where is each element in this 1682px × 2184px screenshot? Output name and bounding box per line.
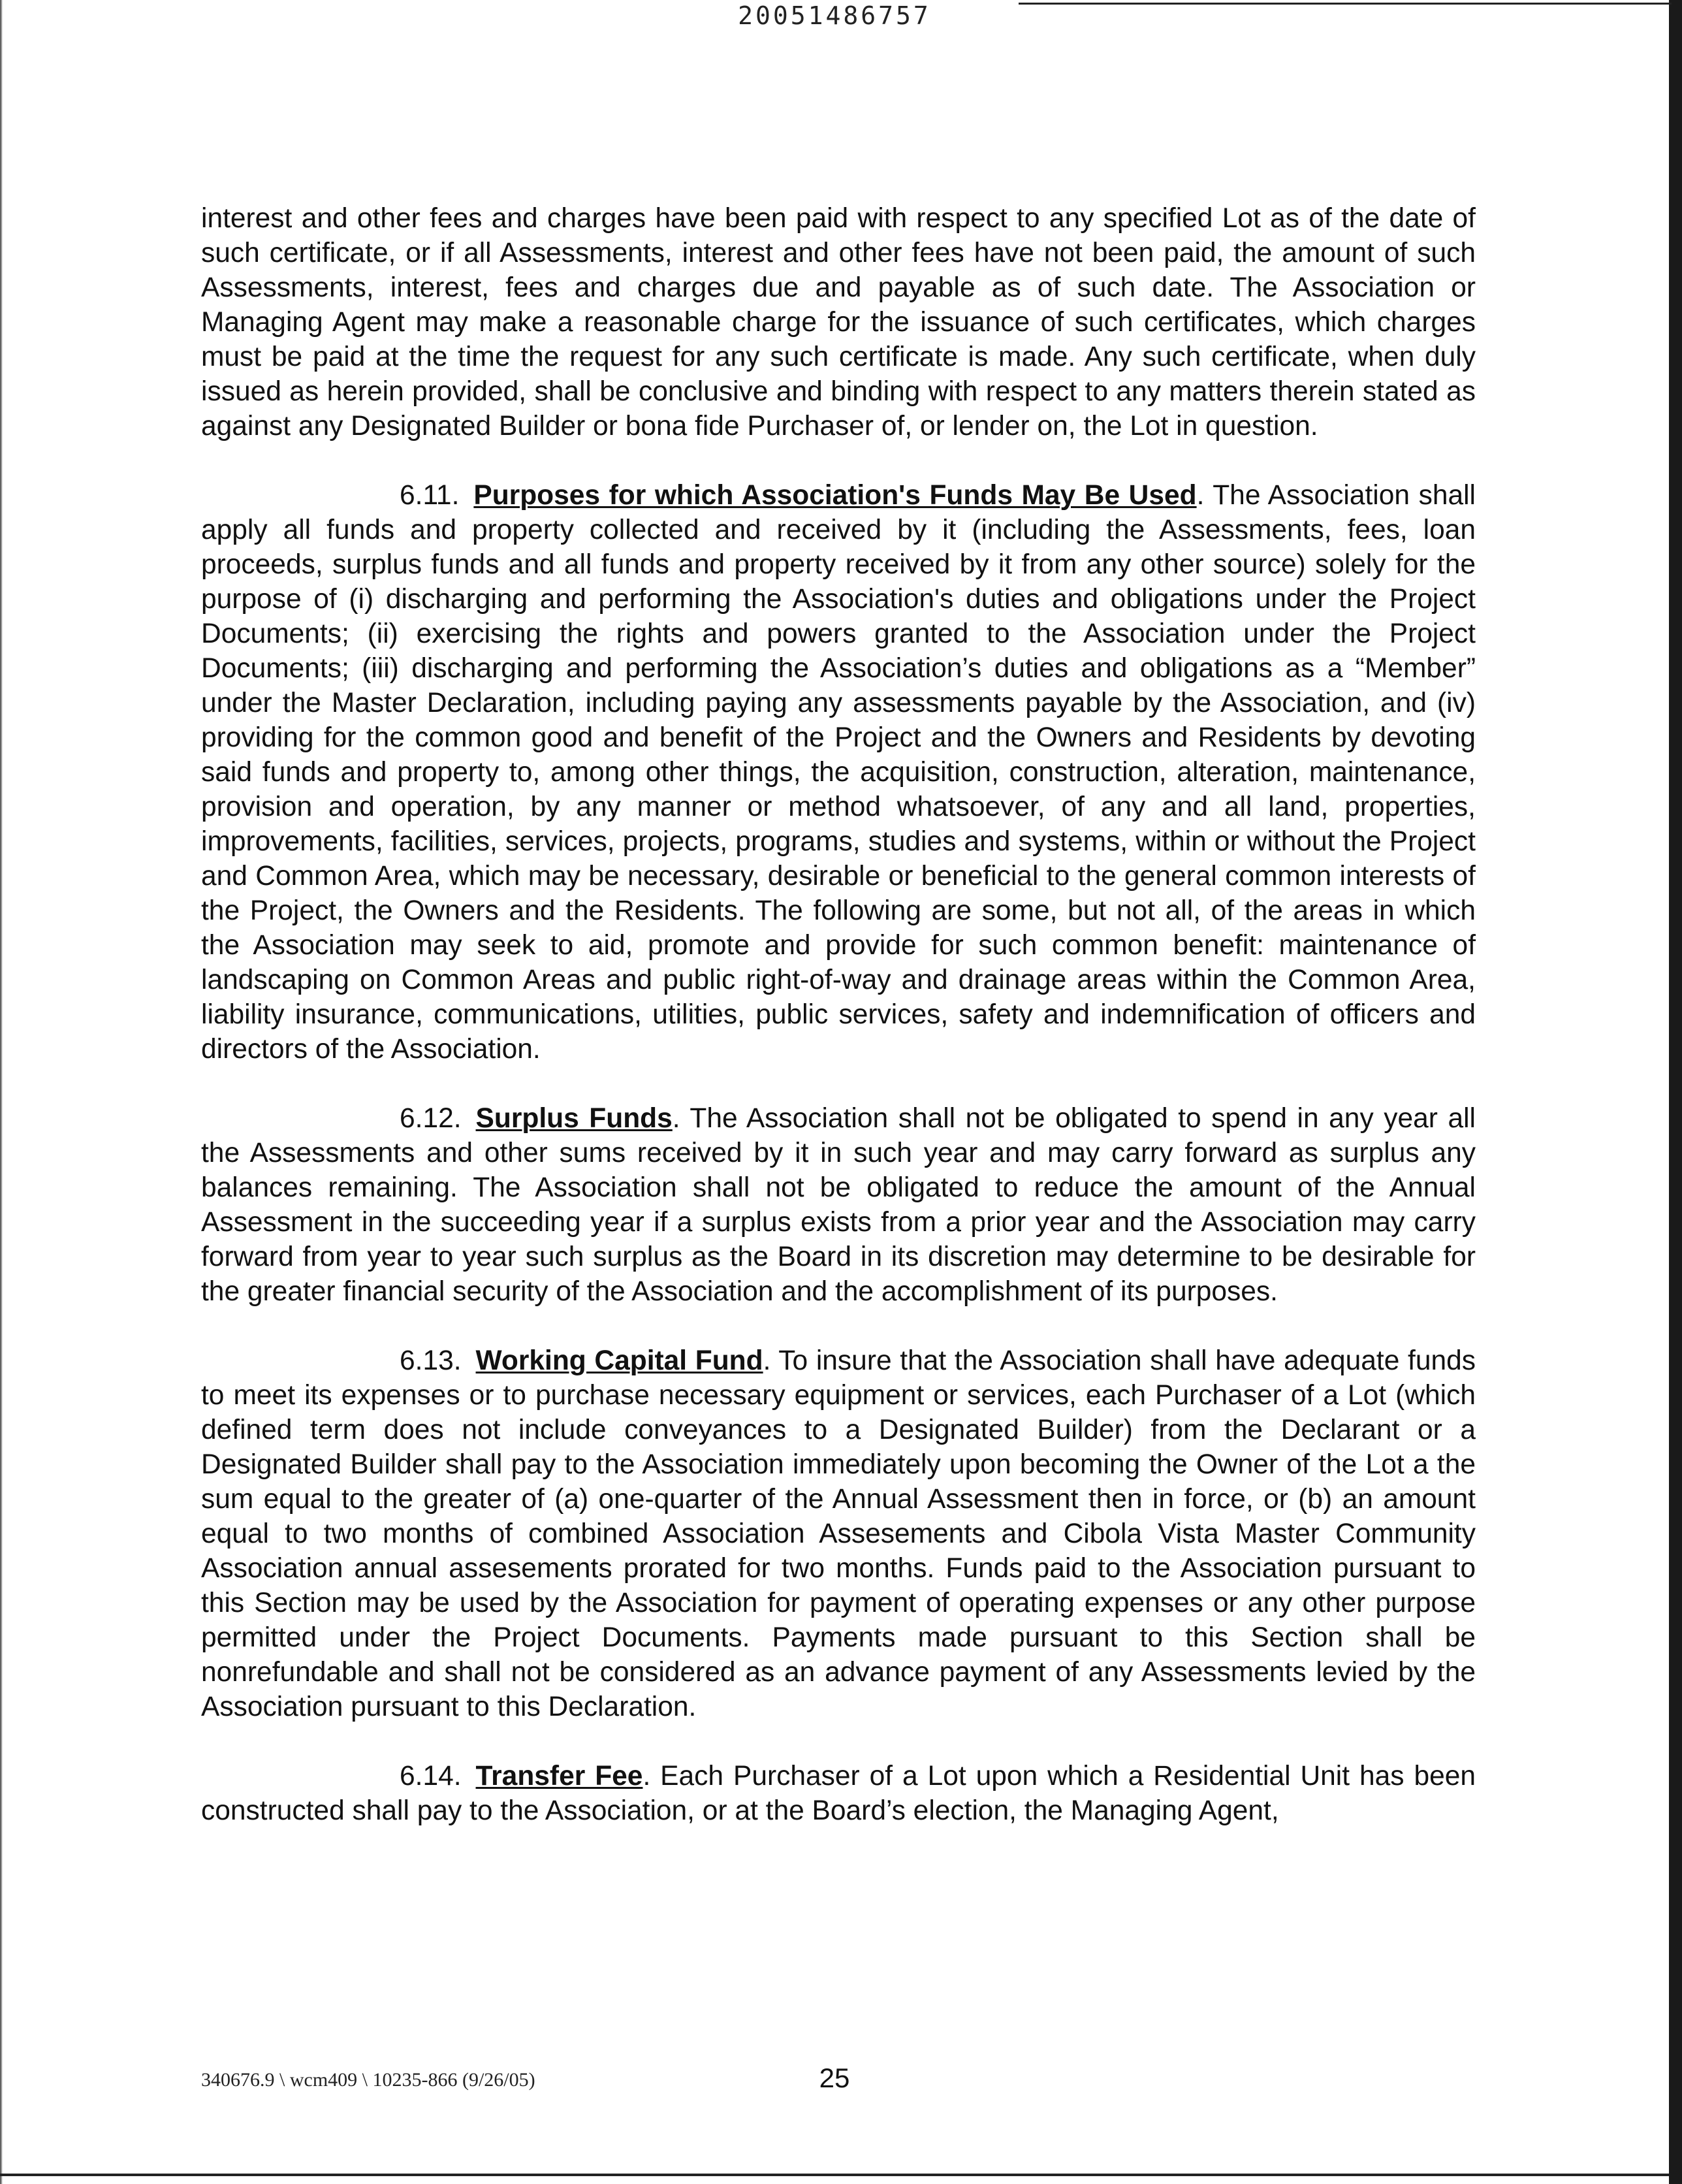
scan-edge-right — [1669, 0, 1682, 2184]
document-number: 20051486757 — [738, 1, 931, 30]
section-number: 6.11. — [400, 480, 460, 511]
section-heading: Surplus Funds — [475, 1103, 673, 1134]
section-6-14 — [201, 1759, 1476, 1828]
section-text: . The Association shall apply all funds and property collected and received by it (including the Assessments, fees, loan proceeds, surplus funds and all funds and property received by it from any other source) solely for the purpose of (i) discharging and performing the Association's duties and obligations under the Project Documents; (ii) exercising the rights and powers granted to the Association under the Project Documents; (iii) discharging and performing the Association’s duties and obligations as a “Member” under the Master Declaration, including paying any assessments payable by the Association, and (iv) providing for the common good and benefit of the Project and the Owners and Residents by devoting said funds and property to, among other things, the acquisition, construction, alteration, maintenance, provision and operation, by any manner or method whatsoever, of any and all land, properties, improvements, facilities, services, projects, programs, studies and systems, within or without the Project and Common Area, which may be necessary, desirable or beneficial to the general common interests of the Project, the Owners and the Residents. The following are some, but not all, of the areas in which the Association may seek to aid, promote and provide for such common benefit: maintenance of landscaping on Common Areas and public right-of-way and drainage areas within the Common Area, liability insurance, communications, utilities, public services, safety and indemnification of officers and directors of the Association. — [201, 480, 1476, 1065]
section-text: . The Association shall not be obligated to spend in any year all the Assessments and other sums received by it in such year and may carry forward as surplus any balances remaining. The Association shall not be obligated to reduce the amount of the Annual Assessment in the succeeding year if a surplus exists from a prior year and the Association may carry forward from year to year such surplus as the Board in its discretion may determine to be desirable for the greater financial security of the Association and the accomplishment of its purposes. — [201, 1103, 1476, 1307]
section-6-13 — [201, 1343, 1476, 1724]
section-text: . To insure that the Association shall have adequate funds to meet its expenses or to purchase necessary equipment or services, each Purchaser of a Lot (which defined term does not include conveyances to a Designated Builder) from the Declarant or a Designated Builder shall pay to the Association immediately upon becoming the Owner of the Lot a the sum equal to the greater of (a) one-quarter of the Annual Assessment then in force, or (b) an amount equal to two months of combined Association Assesements and Cibola Vista Master Community Association annual assesements prorated for two months. Funds paid to the Association pursuant to this Section may be used by the Association for payment of operating expenses or any other purpose permitted under the Project Documents. Payments made pursuant to this Section shall be nonrefundable and shall not be considered as an advance payment of any Assessments levied by the Association pursuant to this Declaration. — [201, 1345, 1476, 1722]
continuation-paragraph: interest and other fees and charges have been paid with respect to any specified Lot as of the date of such certificate, or if all Assessments, interest and other fees have not been paid, the amount of such Assessments, interest, fees and charges due and payable as of such date. The Association or Managing Agent may make a reasonable charge for the issuance of such certificates, which charges must be paid at the time the request for any such certificate is made. Any such certificate, when duly issued as herein provided, shall be conclusive and binding with respect to any matters therein stated as against any Designated Builder or bona fide Purchaser of, or lender on, the Lot in question. — [201, 203, 1476, 442]
scan-edge-left — [0, 0, 3, 2184]
document-body — [201, 201, 1476, 1863]
section-number: 6.13. — [400, 1345, 462, 1376]
section-6-11 — [201, 478, 1476, 1067]
section-heading: Working Capital Fund — [475, 1345, 763, 1376]
section-number: 6.14. — [400, 1761, 462, 1791]
page-number: 25 — [819, 2063, 850, 2093]
section-text: . Each Purchaser of a Lot upon which a Residential Unit has been constructed shall pay to the Association, or at the Board’s election, the Managing Agent, — [201, 1761, 1476, 1826]
section-number: 6.12. — [400, 1103, 462, 1134]
section-6-12 — [201, 1101, 1476, 1309]
section-heading: Transfer Fee — [475, 1761, 643, 1791]
footer-reference: 340676.9 \ wcm409 \ 10235-866 (9/26/05) — [201, 2069, 535, 2091]
scan-line-bottom — [0, 2174, 1669, 2176]
section-heading: Purposes for which Association's Funds May Be Used — [473, 480, 1197, 511]
